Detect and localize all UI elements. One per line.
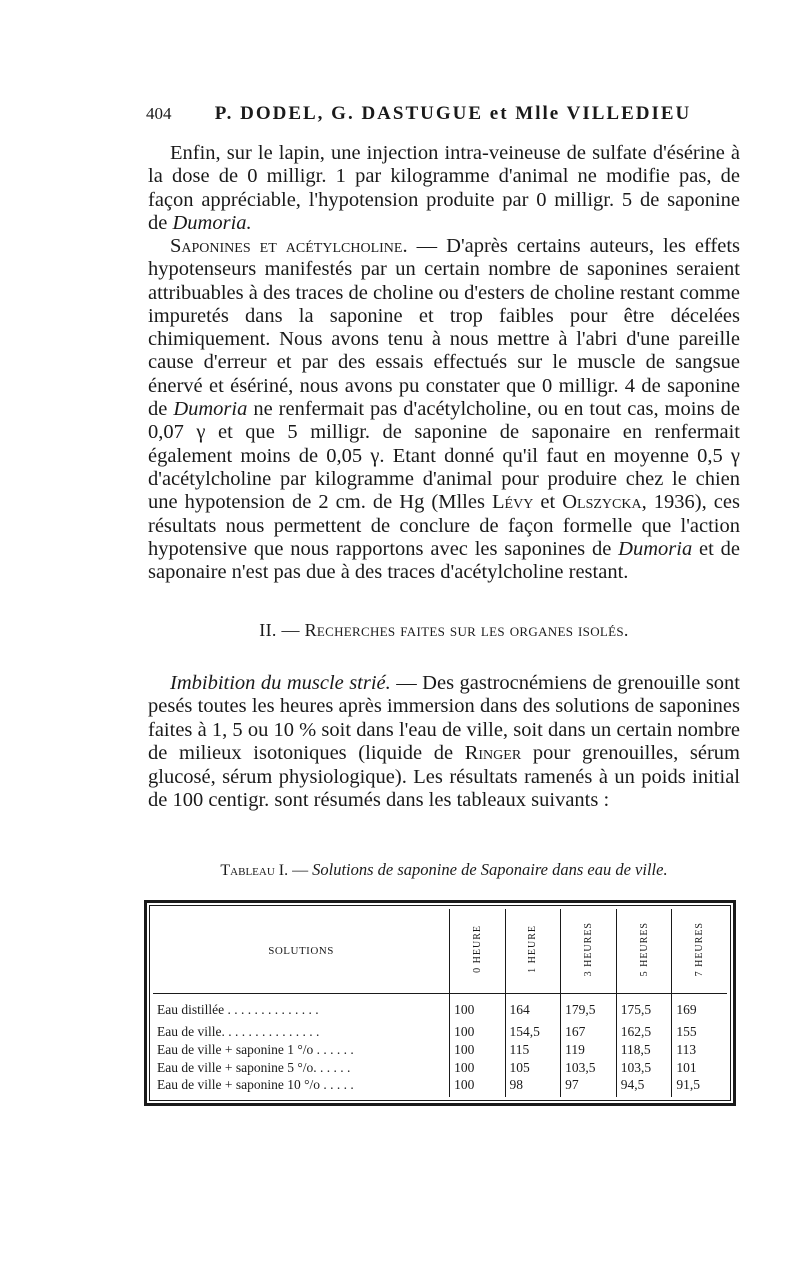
hour-label: 5 HEURES <box>638 921 650 977</box>
paragraph3-text-b: pour grenouilles, sérum glucosé, sérum physiologique). Les résultats ramenés à un poids initial de 100 centigr. sont résumés dans les tableaux suivants : <box>148 742 741 812</box>
section-heading-text: Recherches faites sur les organes isolés. <box>304 620 629 640</box>
paragraph3-text-a: — Des gastrocnémiens de grenouille sont pesés toutes les heures après immersion dans des solutions de saponines faites à 1, 5 ou 10 % soit dans l'eau de ville, soit dans un certain nombre de milieux isotoniques (liquide de <box>148 672 740 765</box>
running-header <box>146 103 710 125</box>
header-hour <box>561 909 617 994</box>
cell-value: 164 <box>505 994 561 1027</box>
paragraph2-italic-a: Dumoria <box>173 398 248 421</box>
cell-value: 118,5 <box>616 1044 672 1062</box>
author-name-ringer: Ringer <box>464 742 522 765</box>
cell-value: 101 <box>672 1062 727 1080</box>
cell-value: 105 <box>505 1062 561 1080</box>
cell-value: 175,5 <box>616 994 672 1027</box>
results-table <box>153 909 727 1097</box>
cell-value: 100 <box>450 994 505 1027</box>
section-number: II. — <box>259 620 305 640</box>
table-row <box>153 994 727 1027</box>
header-hour <box>616 909 672 994</box>
paragraph2-text-a: — D'après certains auteurs, les effets hypotenseurs manifestés par un certain nombre de saponines seraient attribuables à des traces de choline ou d'esters de choline restant comme impuretés dans la saponine et trop faibles pour être décelées chimiquement. Nous avons tenu à nous mettre à l'abri d'une pareille cause d'erreur et par des essais effectués sur le muscle de sangsue énervé et ésériné, nous avons pu constater que 0 milligr. 4 de saponine de <box>148 235 740 421</box>
table-frame <box>144 900 736 1106</box>
row-label: Eau de ville + saponine 1 °/o . . . . . . <box>157 1043 354 1057</box>
table-caption <box>148 860 740 880</box>
paragraph2-text-d: , 1936), ces résultats nous permettent de conclure de façon formelle que l'action hypotensive que nous rapportons avec les saponines de <box>148 491 740 560</box>
table-row <box>153 1079 727 1097</box>
cell-value: 97 <box>561 1079 617 1097</box>
page-number: 404 <box>146 104 172 123</box>
table-row <box>153 1044 727 1062</box>
cell-value: 100 <box>450 1026 505 1044</box>
row-label: Eau de ville + saponine 10 °/o . . . . . <box>157 1079 354 1093</box>
hour-label: 1 HEURE <box>527 925 539 973</box>
author-name-levy: Lévy <box>492 491 534 514</box>
hour-label: 7 HEURES <box>694 921 706 977</box>
table-header-row <box>153 909 727 994</box>
cell-value: 98 <box>505 1079 561 1097</box>
caption-dash: — <box>288 862 313 879</box>
section-lead: Saponines et acétylcholine. <box>170 235 408 257</box>
paragraph-acetylcholine <box>148 235 740 584</box>
hour-label: 0 HEURE <box>471 925 483 973</box>
header-solutions: SOLUTIONS <box>153 909 450 994</box>
row-label: Eau de ville. . . . . . . . . . . . . . . <box>157 1026 320 1040</box>
section-heading <box>148 620 740 641</box>
hour-label: 3 HEURES <box>582 921 594 977</box>
cell-value: 154,5 <box>505 1026 561 1044</box>
caption-title: Solutions de saponine de Saponaire dans eau de ville. <box>312 860 668 879</box>
header-hour <box>450 909 505 994</box>
table-row <box>153 1026 727 1044</box>
cell-value: 162,5 <box>616 1026 672 1044</box>
table-row <box>153 1062 727 1080</box>
caption-label: Tableau I. <box>220 862 289 879</box>
subsection-lead: Imbibition du muscle strié. <box>170 672 391 694</box>
cell-value: 115 <box>505 1044 561 1062</box>
cell-value: 100 <box>450 1079 505 1097</box>
paragraph2-text-c: et <box>533 491 563 514</box>
cell-value: 103,5 <box>616 1062 672 1080</box>
cell-value: 91,5 <box>672 1079 727 1097</box>
paragraph2-italic-b: Dumoria <box>618 537 693 560</box>
cell-value: 100 <box>450 1062 505 1080</box>
paragraph-eserine <box>148 142 740 235</box>
paragraph-imbibition <box>148 672 740 812</box>
author-name-olszycka: Olszycka <box>562 491 642 514</box>
cell-value: 155 <box>672 1026 727 1044</box>
cell-value: 119 <box>561 1044 617 1062</box>
cell-value: 179,5 <box>561 994 617 1027</box>
cell-value: 167 <box>561 1026 617 1044</box>
cell-value: 169 <box>672 994 727 1027</box>
paragraph1-text: Enfin, sur le lapin, une injection intra-veineuse de sulfate d'ésérine à la dose de 0 milligr. 1 par kilogramme d'animal ne modifie pas, de façon appréciable, l'hypotension produite par 0 milligr. 5 de saponine de <box>148 142 740 234</box>
header-hour <box>505 909 561 994</box>
cell-value: 100 <box>450 1044 505 1062</box>
cell-value: 113 <box>672 1044 727 1062</box>
header-hour <box>672 909 727 994</box>
cell-value: 94,5 <box>616 1079 672 1097</box>
cell-value: 103,5 <box>561 1062 617 1080</box>
paragraph1-italic: Dumoria. <box>172 211 252 234</box>
paragraph2-text-e: et de saponaire n'est pas due à des traces d'acétylcholine restant. <box>148 537 740 584</box>
paragraph2-text-b: ne renfermait pas d'acétylcholine, ou en tout cas, moins de 0,07 γ et que 5 milligr. de saponine de saponaire en renfermait également moins de 0,05 γ. Etant donné qu'il faut en moyenne 0,5 γ d'acétylcholine par kilogramme d'animal pour produire chez le chien une hypotension de 2 cm. de Hg (Mlles <box>148 398 740 514</box>
row-label: Eau distillée . . . . . . . . . . . . . . <box>157 1002 319 1017</box>
authors-line: P. DODEL, G. DASTUGUE et Mlle VILLEDIEU <box>214 103 692 124</box>
row-label: Eau de ville + saponine 5 °/o. . . . . . <box>157 1061 351 1075</box>
